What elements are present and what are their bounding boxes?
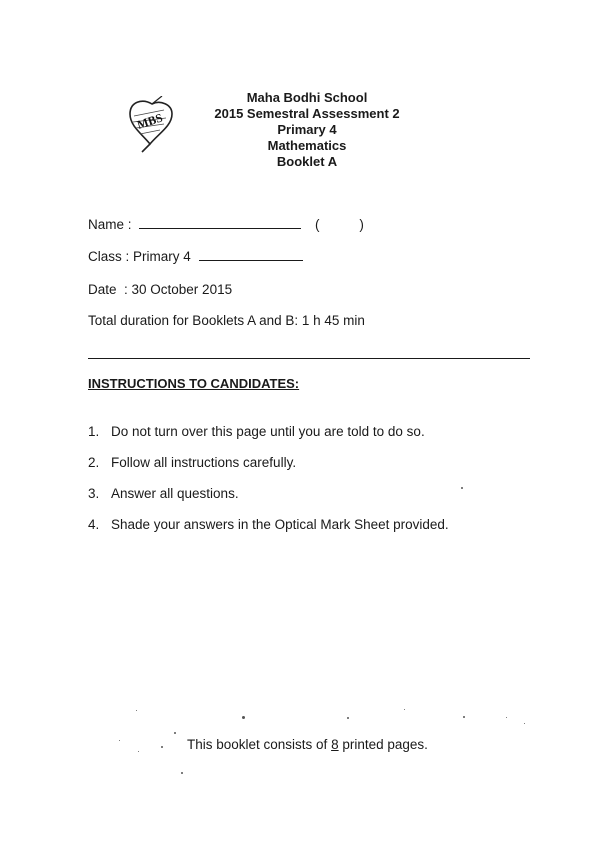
instruction-number: 3. — [88, 486, 100, 501]
instruction-text: Follow all instructions carefully. — [111, 455, 297, 470]
name-label: Name : — [88, 217, 132, 232]
footer-suffix: printed pages. — [342, 737, 428, 752]
scan-speck — [347, 717, 349, 719]
class-label: Class : Primary 4 — [88, 249, 191, 264]
scan-speck — [404, 709, 405, 710]
scan-speck — [524, 723, 525, 724]
date-field — [88, 282, 232, 297]
school-name: Maha Bodhi School — [246, 90, 368, 105]
scan-speck — [463, 716, 465, 718]
page-count-footer — [187, 737, 428, 752]
instruction-item — [88, 486, 239, 501]
instruction-item — [88, 455, 296, 470]
class-field — [88, 249, 303, 264]
index-open-paren: ( — [315, 217, 320, 232]
assessment-title: 2015 Semestral Assessment 2 — [214, 106, 400, 121]
class-blank-line[interactable] — [199, 259, 303, 261]
index-close-paren: ) — [359, 217, 364, 232]
level-title: Primary 4 — [277, 122, 337, 137]
scan-speck — [161, 746, 163, 748]
name-blank-line[interactable] — [139, 227, 301, 229]
instructions-heading: INSTRUCTIONS TO CANDIDATES: — [88, 376, 300, 391]
scan-speck — [181, 772, 183, 774]
name-field — [88, 217, 364, 232]
scan-speck — [174, 732, 176, 734]
booklet-title: Booklet A — [276, 154, 338, 169]
instruction-text: Answer all questions. — [111, 486, 239, 501]
document-header — [190, 90, 424, 170]
scan-speck — [138, 751, 139, 752]
leaf-logo-icon — [124, 96, 180, 154]
date-text: Date : 30 October 2015 — [88, 282, 233, 297]
school-logo — [124, 96, 180, 154]
scan-speck — [242, 716, 245, 719]
scan-speck — [136, 710, 137, 711]
section-divider — [88, 358, 530, 359]
instruction-number: 1. — [88, 424, 100, 439]
instruction-item — [88, 424, 425, 439]
footer-page-count: 8 — [331, 737, 339, 752]
instruction-item — [88, 517, 449, 532]
instruction-number: 4. — [88, 517, 100, 532]
instruction-number: 2. — [88, 455, 100, 470]
scan-speck — [461, 487, 463, 489]
scan-speck — [119, 740, 120, 741]
instruction-text: Shade your answers in the Optical Mark Sheet provided. — [111, 517, 449, 532]
duration-field — [88, 313, 365, 328]
scan-speck — [506, 717, 507, 718]
duration-text: Total duration for Booklets A and B: 1 h 45 min — [88, 313, 365, 328]
logo-text: MBS — [135, 110, 165, 132]
footer-prefix: This booklet consists of — [187, 737, 328, 752]
instruction-text: Do not turn over this page until you are told to do so. — [111, 424, 425, 439]
subject-title: Mathematics — [267, 138, 347, 153]
